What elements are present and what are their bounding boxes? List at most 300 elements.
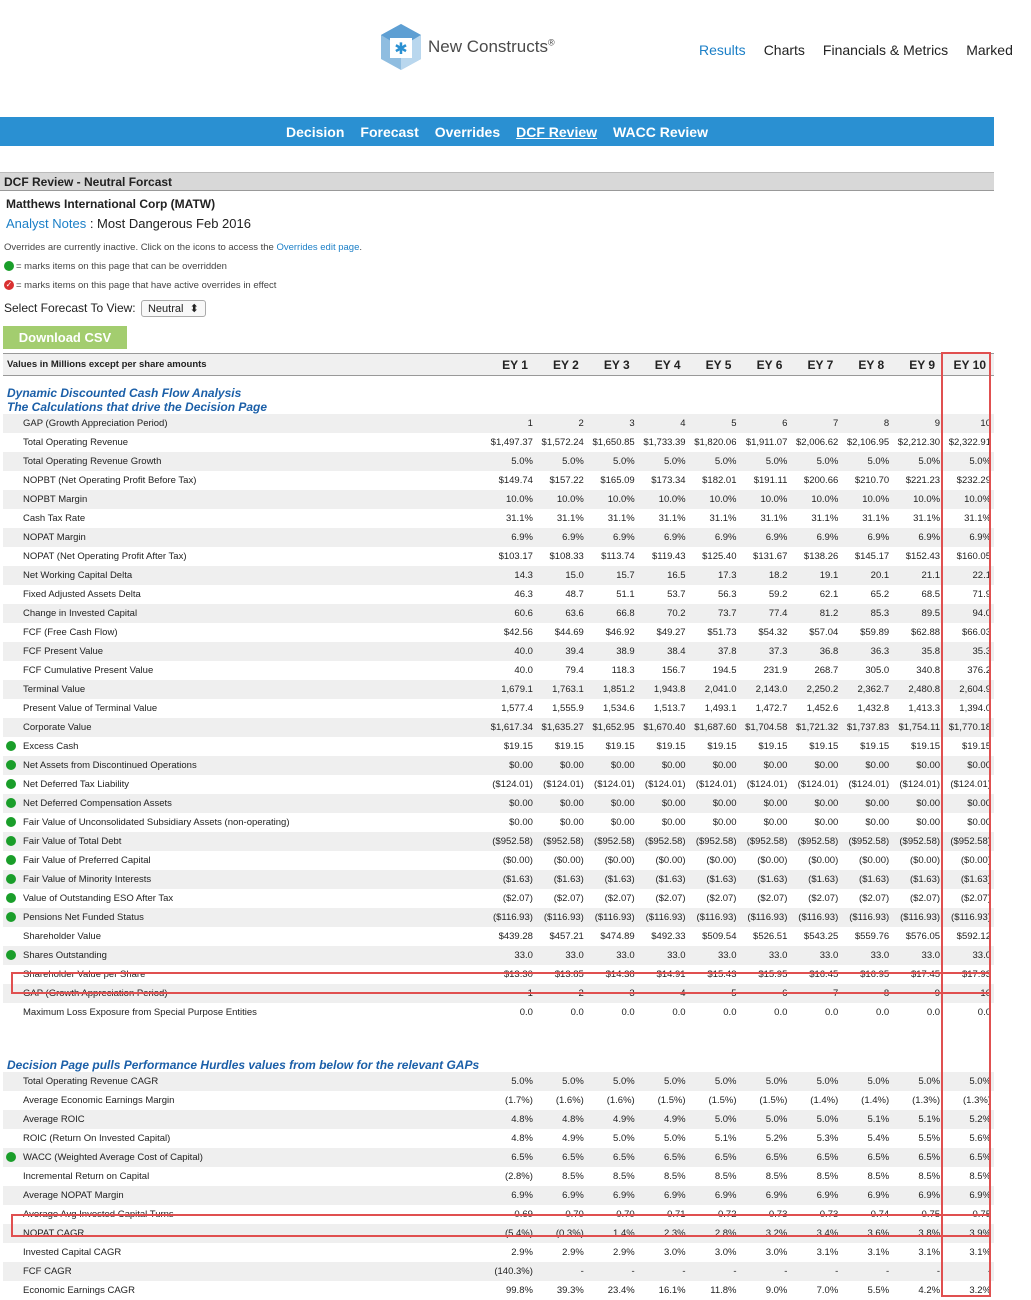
table-row bbox=[3, 1072, 994, 1091]
table-cell: (1.3%) bbox=[963, 1095, 991, 1106]
row-label: Invested Capital CAGR bbox=[23, 1247, 122, 1258]
table-cell: 5.0% bbox=[613, 1076, 635, 1087]
table-cell: 1,493.1 bbox=[704, 703, 737, 714]
table-cell: 6.9% bbox=[663, 1190, 686, 1201]
table-cell: $119.43 bbox=[651, 551, 686, 562]
table-cell: 4.9% bbox=[562, 1133, 584, 1144]
table-cell: $221.23 bbox=[905, 475, 941, 486]
download-csv-button[interactable]: Download CSV bbox=[3, 326, 127, 349]
forecast-select[interactable]: Neutral ⬍ bbox=[141, 300, 206, 317]
table-cell: ($952.58) bbox=[950, 836, 991, 847]
table-cell: $232.29 bbox=[956, 475, 991, 486]
table-cell: $2,106.95 bbox=[846, 437, 890, 448]
nav-results[interactable]: Results bbox=[699, 42, 746, 58]
table-cell: 0.73 bbox=[819, 1209, 839, 1220]
row-label[interactable]: Net Deferred Compensation Assets bbox=[3, 794, 485, 813]
tab-wacc-review[interactable]: WACC Review bbox=[613, 123, 708, 140]
table-cell: $0.00 bbox=[560, 817, 584, 828]
row-label: Total Operating Revenue CAGR bbox=[23, 1076, 159, 1087]
row-label: Terminal Value bbox=[23, 684, 86, 695]
table-cell: 5.0% bbox=[663, 1133, 686, 1144]
table-cell: 10.0% bbox=[709, 494, 737, 505]
company-name: Matthews International Corp (MATW) bbox=[6, 197, 216, 211]
col-ey8: EY 8 bbox=[858, 357, 885, 372]
table-cell: ($952.58) bbox=[746, 836, 788, 847]
override-dot-icon[interactable] bbox=[6, 817, 16, 827]
table-cell: 6.9% bbox=[511, 532, 533, 543]
override-dot-icon[interactable] bbox=[6, 893, 16, 903]
table-cell: 5.0% bbox=[562, 1076, 584, 1087]
table-row bbox=[3, 889, 994, 908]
table-cell: 1,943.8 bbox=[653, 684, 686, 695]
table-cell: 6.9% bbox=[816, 532, 839, 543]
table-cell: - bbox=[631, 1266, 635, 1277]
table-cell: $0.00 bbox=[509, 817, 533, 828]
table-row bbox=[3, 946, 994, 965]
table-cell: 0.70 bbox=[565, 1209, 584, 1220]
table-cell: 6.5% bbox=[867, 1152, 890, 1163]
section-heading: Decision Page pulls Performance Hurdles values from below for the relevant GAPs bbox=[7, 1058, 480, 1072]
table-cell: ($952.58) bbox=[543, 836, 584, 847]
table-cell: - bbox=[682, 1266, 686, 1277]
table-cell: $0.00 bbox=[763, 760, 788, 771]
main-nav bbox=[699, 42, 1031, 58]
nav-marked[interactable]: Marked bbox=[966, 42, 1013, 58]
table-cell: ($124.01) bbox=[543, 779, 584, 790]
page-title: DCF Review - Neutral Forcast bbox=[0, 172, 994, 191]
table-cell: $0.00 bbox=[661, 798, 686, 809]
table-row bbox=[3, 547, 994, 566]
table-cell: 21.1 bbox=[921, 570, 941, 581]
table-cell: $0.00 bbox=[560, 798, 584, 809]
table-cell: 5.6% bbox=[969, 1133, 991, 1144]
table-cell: 8.5% bbox=[867, 1171, 890, 1182]
table-cell: 31.1% bbox=[607, 513, 635, 524]
brand-name: New Constructs® bbox=[428, 37, 555, 56]
table-cell: 5.0% bbox=[511, 1076, 533, 1087]
table-cell: 8.5% bbox=[613, 1171, 635, 1182]
table-cell: 2,480.8 bbox=[908, 684, 941, 695]
table-cell: 5.2% bbox=[969, 1114, 991, 1125]
table-cell: 6.5% bbox=[613, 1152, 635, 1163]
row-label: NOPAT CAGR bbox=[23, 1228, 85, 1239]
table-cell: $14.38 bbox=[605, 969, 635, 980]
table-cell: ($1.63) bbox=[655, 874, 686, 885]
table-cell: 5.0% bbox=[969, 1076, 991, 1087]
table-cell: 0.0 bbox=[875, 1007, 890, 1018]
table-cell: $0.00 bbox=[967, 817, 991, 828]
tab-forecast[interactable]: Forecast bbox=[360, 123, 419, 140]
table-cell: $160.05 bbox=[956, 551, 991, 562]
table-cell: ($2.07) bbox=[604, 893, 635, 904]
table-cell: 79.4 bbox=[565, 665, 584, 676]
table-cell: $0.00 bbox=[916, 760, 941, 771]
overrides-edit-link[interactable]: Overrides edit page bbox=[276, 242, 360, 253]
table-cell: 10.0% bbox=[913, 494, 941, 505]
table-cell: 5.0% bbox=[816, 456, 839, 467]
table-cell: 0.0 bbox=[774, 1007, 788, 1018]
row-label[interactable]: Fair Value of Preferred Capital bbox=[3, 851, 485, 870]
table-row bbox=[3, 927, 994, 946]
table-cell: 118.3 bbox=[611, 665, 635, 676]
table-cell: 4.9% bbox=[613, 1114, 635, 1125]
table-cell: 4.8% bbox=[562, 1114, 584, 1125]
table-cell: $19.15 bbox=[503, 741, 533, 752]
table-cell: 10.0% bbox=[760, 494, 788, 505]
table-cell: 31.1% bbox=[505, 513, 533, 524]
override-dot-icon[interactable] bbox=[6, 741, 16, 751]
table-cell: 1,472.7 bbox=[755, 703, 788, 714]
table-row bbox=[3, 737, 994, 756]
table-cell: $13.85 bbox=[554, 969, 584, 980]
table-cell: 1 bbox=[527, 988, 533, 999]
table-cell: 5.0% bbox=[867, 456, 890, 467]
table-cell: 10.0% bbox=[658, 494, 686, 505]
table-cell: 194.5 bbox=[712, 665, 737, 676]
override-dot-icon[interactable] bbox=[6, 1152, 16, 1162]
table-cell: 2,250.2 bbox=[806, 684, 839, 695]
row-label[interactable]: Excess Cash bbox=[3, 737, 485, 756]
table-cell: $0.00 bbox=[967, 798, 991, 809]
table-cell: 3.2% bbox=[969, 1285, 991, 1296]
red-check-icon: ✓ bbox=[5, 280, 13, 290]
tab-dcf-review[interactable]: DCF Review bbox=[516, 123, 598, 140]
table-cell: 11.8% bbox=[710, 1285, 737, 1296]
table-cell: ($124.01) bbox=[492, 779, 533, 790]
table-cell: 5.0% bbox=[613, 1133, 635, 1144]
table-row bbox=[3, 1129, 994, 1148]
table-cell: 5.0% bbox=[714, 1076, 737, 1087]
table-cell: 5.0% bbox=[765, 1114, 788, 1125]
table-cell: 6.9% bbox=[765, 1190, 788, 1201]
table-cell: 5.2% bbox=[765, 1133, 788, 1144]
table-cell: $0.00 bbox=[661, 760, 686, 771]
table-cell: $165.09 bbox=[600, 475, 635, 486]
col-ey2: EY 2 bbox=[553, 357, 579, 372]
table-row bbox=[3, 490, 994, 509]
table-cell: 8.5% bbox=[714, 1171, 737, 1182]
table-cell: (1.7%) bbox=[504, 1095, 533, 1106]
table-cell: $19.15 bbox=[554, 741, 584, 752]
table-cell: 9.0% bbox=[765, 1285, 788, 1296]
dcf-table-wrapper bbox=[3, 353, 994, 1300]
table-cell: $182.01 bbox=[702, 475, 737, 486]
table-cell: 1,763.1 bbox=[552, 684, 584, 695]
table-cell: 77.4 bbox=[768, 608, 788, 619]
table-cell: $2,212.30 bbox=[897, 437, 941, 448]
table-cell: 0.0 bbox=[519, 1007, 533, 1018]
table-cell: 3.1% bbox=[918, 1247, 941, 1258]
row-label: ROIC (Return On Invested Capital) bbox=[23, 1133, 171, 1144]
hexagon-logo-icon bbox=[378, 22, 424, 72]
row-label[interactable]: Pensions Net Funded Status bbox=[3, 908, 485, 927]
row-label: FCF Present Value bbox=[23, 646, 104, 657]
table-cell: $17.93 bbox=[961, 969, 991, 980]
nav-financials-metrics[interactable]: Financials & Metrics bbox=[822, 42, 949, 58]
table-cell: $0.00 bbox=[661, 817, 686, 828]
tab-decision[interactable]: Decision bbox=[286, 123, 345, 140]
table-cell: 5 bbox=[731, 418, 737, 429]
override-dot-icon[interactable] bbox=[6, 950, 16, 960]
table-cell: $19.15 bbox=[707, 741, 737, 752]
table-cell: $131.67 bbox=[753, 551, 788, 562]
table-cell: 6.9% bbox=[918, 532, 941, 543]
row-label: Shareholder Value bbox=[23, 931, 101, 942]
table-row bbox=[3, 680, 994, 699]
table-cell: (1.5%) bbox=[708, 1095, 737, 1106]
row-label[interactable]: Fair Value of Unconsolidated Subsidiary Assets (non-operating) bbox=[3, 813, 485, 832]
table-cell: ($124.01) bbox=[695, 779, 737, 790]
table-row bbox=[3, 509, 994, 528]
override-dot-icon[interactable] bbox=[6, 912, 16, 922]
table-cell: 3 bbox=[629, 418, 635, 429]
table-row bbox=[3, 699, 994, 718]
table-cell: 1.4% bbox=[613, 1228, 635, 1239]
table-cell: 31.1% bbox=[913, 513, 941, 524]
table-cell: 376.2 bbox=[967, 665, 991, 676]
table-cell: 7.0% bbox=[816, 1285, 839, 1296]
table-cell: 38.9 bbox=[616, 646, 635, 657]
table-cell: ($0.00) bbox=[706, 855, 737, 866]
table-cell: 33.0 bbox=[870, 950, 890, 961]
table-cell: - bbox=[835, 1266, 839, 1277]
table-row bbox=[3, 1110, 994, 1129]
override-dot-icon[interactable] bbox=[6, 855, 16, 865]
table-cell: 31.1% bbox=[760, 513, 788, 524]
table-cell: 10.0% bbox=[811, 494, 839, 505]
row-label[interactable]: Net Deferred Tax Liability bbox=[3, 775, 485, 794]
table-cell: $19.15 bbox=[809, 741, 839, 752]
table-cell: 6.9% bbox=[765, 532, 788, 543]
table-cell: 6.9% bbox=[613, 1190, 635, 1201]
table-cell: $1,497.37 bbox=[490, 437, 533, 448]
table-row bbox=[3, 1186, 994, 1205]
table-cell: ($952.58) bbox=[644, 836, 686, 847]
table-cell: ($116.93) bbox=[798, 912, 839, 923]
table-cell: $125.40 bbox=[702, 551, 737, 562]
tab-overrides[interactable]: Overrides bbox=[434, 123, 501, 140]
top-header bbox=[0, 0, 1013, 117]
brand-logo[interactable] bbox=[378, 22, 555, 72]
col-ey5: EY 5 bbox=[705, 357, 732, 372]
table-cell: 0.75 bbox=[972, 1209, 991, 1220]
table-cell: ($0.00) bbox=[808, 855, 839, 866]
table-cell: 5.0% bbox=[867, 1076, 890, 1087]
table-cell: $0.00 bbox=[814, 817, 839, 828]
override-dot-icon[interactable] bbox=[6, 760, 16, 770]
table-cell: (1.4%) bbox=[810, 1095, 839, 1106]
table-row bbox=[3, 908, 994, 927]
table-cell: $0.00 bbox=[610, 817, 635, 828]
table-cell: $0.00 bbox=[763, 817, 788, 828]
table-cell: $62.88 bbox=[910, 627, 941, 638]
table-cell: 38.4 bbox=[667, 646, 686, 657]
table-cell: ($1.63) bbox=[502, 874, 533, 885]
nav-charts[interactable]: Charts bbox=[763, 42, 805, 58]
table-cell: $113.74 bbox=[601, 551, 635, 562]
table-cell: 33.0 bbox=[972, 950, 991, 961]
table-cell: 3.9% bbox=[969, 1228, 991, 1239]
row-label: NOPAT (Net Operating Profit After Tax) bbox=[23, 551, 187, 562]
table-row bbox=[3, 585, 994, 604]
table-cell: 33.0 bbox=[819, 950, 839, 961]
table-cell: 5.1% bbox=[714, 1133, 737, 1144]
table-cell: $200.66 bbox=[803, 475, 839, 486]
table-cell: 8.5% bbox=[765, 1171, 788, 1182]
row-label: Present Value of Terminal Value bbox=[23, 703, 158, 714]
table-cell: 0.70 bbox=[616, 1209, 635, 1220]
table-cell: 2 bbox=[578, 988, 584, 999]
row-label[interactable]: WACC (Weighted Average Cost of Capital) bbox=[3, 1148, 485, 1167]
table-cell: $1,650.85 bbox=[592, 437, 635, 448]
row-label[interactable]: Fair Value of Minority Interests bbox=[3, 870, 485, 889]
table-cell: $474.89 bbox=[600, 931, 635, 942]
units-label: Values in Millions except per share amounts bbox=[7, 359, 207, 370]
table-row bbox=[3, 642, 994, 661]
table-cell: 0.0 bbox=[672, 1007, 686, 1018]
table-cell: 3.6% bbox=[867, 1228, 890, 1239]
table-cell: 5.5% bbox=[918, 1133, 941, 1144]
analyst-notes-link[interactable]: Analyst Notes bbox=[6, 216, 87, 231]
table-cell: ($2.07) bbox=[502, 893, 533, 904]
table-cell: ($2.07) bbox=[553, 893, 584, 904]
table-cell: 3.4% bbox=[816, 1228, 839, 1239]
override-dot-icon[interactable] bbox=[6, 874, 16, 884]
table-cell: $16.45 bbox=[809, 969, 839, 980]
table-cell: $0.00 bbox=[865, 798, 890, 809]
table-cell: 31.1% bbox=[658, 513, 686, 524]
table-cell: $57.04 bbox=[809, 627, 839, 638]
table-cell: 4.8% bbox=[511, 1133, 533, 1144]
col-ey7: EY 7 bbox=[807, 357, 834, 372]
table-cell: 70.2 bbox=[667, 608, 686, 619]
table-cell: 5.0% bbox=[765, 1076, 788, 1087]
row-label: Total Operating Revenue bbox=[23, 437, 129, 448]
table-cell: (1.5%) bbox=[759, 1095, 788, 1106]
table-cell: 2.9% bbox=[562, 1247, 584, 1258]
table-cell: ($1.63) bbox=[757, 874, 788, 885]
override-dot-icon[interactable] bbox=[6, 798, 16, 808]
row-label[interactable]: Value of Outstanding ESO After Tax bbox=[3, 889, 485, 908]
table-cell: 6.9% bbox=[918, 1190, 941, 1201]
table-row bbox=[3, 813, 994, 832]
table-cell: 5.0% bbox=[765, 456, 788, 467]
table-cell: ($1.63) bbox=[808, 874, 839, 885]
table-cell: 6.9% bbox=[714, 1190, 737, 1201]
forecast-select-row bbox=[4, 300, 206, 317]
table-cell: $1,572.24 bbox=[541, 437, 584, 448]
table-cell: ($952.58) bbox=[492, 836, 533, 847]
table-cell: ($124.01) bbox=[746, 779, 788, 790]
table-cell: 16.5 bbox=[667, 570, 686, 581]
row-label: Economic Earnings CAGR bbox=[23, 1285, 135, 1296]
table-cell: 46.3 bbox=[514, 589, 533, 600]
table-cell: 4 bbox=[680, 418, 686, 429]
table-cell: 5.4% bbox=[867, 1133, 890, 1144]
table-cell: ($2.07) bbox=[960, 893, 991, 904]
table-cell: 1,534.6 bbox=[603, 703, 635, 714]
table-cell: 0.75 bbox=[921, 1209, 941, 1220]
table-cell: 16.1% bbox=[658, 1285, 686, 1296]
overrides-note: Overrides are currently inactive. Click on the icons to access the Overrides edit page. bbox=[4, 242, 363, 253]
table-cell: ($116.93) bbox=[747, 912, 788, 923]
row-label: Average NOPAT Margin bbox=[23, 1190, 124, 1201]
section-heading: Dynamic Discounted Cash Flow Analysis The Calculations that drive the Decision Page bbox=[7, 386, 268, 414]
table-cell: ($116.93) bbox=[645, 912, 686, 923]
row-label: NOPBT Margin bbox=[23, 494, 88, 505]
override-dot-icon[interactable] bbox=[6, 779, 16, 789]
col-ey1: EY 1 bbox=[502, 357, 528, 372]
row-label: FCF CAGR bbox=[23, 1266, 72, 1277]
table-cell: ($2.07) bbox=[706, 893, 737, 904]
row-label: GAP (Growth Appreciation Period) bbox=[23, 988, 168, 999]
table-row bbox=[3, 1003, 994, 1022]
row-label[interactable]: Net Assets from Discontinued Operations bbox=[3, 756, 485, 775]
table-cell: $15.95 bbox=[758, 969, 788, 980]
table-cell: ($2.07) bbox=[757, 893, 788, 904]
table-cell: ($952.58) bbox=[848, 836, 890, 847]
table-cell: 4.8% bbox=[511, 1114, 533, 1125]
table-cell: 18.2 bbox=[768, 570, 788, 581]
table-cell: $1,687.60 bbox=[694, 722, 737, 733]
table-cell: (1.6%) bbox=[606, 1095, 635, 1106]
row-label[interactable]: Fair Value of Total Debt bbox=[3, 832, 485, 851]
table-cell: 5.1% bbox=[918, 1114, 941, 1125]
analyst-notes-text: Most Dangerous Feb 2016 bbox=[97, 216, 251, 231]
table-cell: 33.0 bbox=[768, 950, 788, 961]
forecast-select-label: Select Forecast To View: bbox=[4, 301, 136, 315]
table-cell: ($952.58) bbox=[797, 836, 839, 847]
table-cell: 305.0 bbox=[865, 665, 890, 676]
row-label[interactable]: Shares Outstanding bbox=[3, 946, 485, 965]
table-cell: 5.1% bbox=[867, 1114, 890, 1125]
table-cell: 6 bbox=[782, 418, 788, 429]
table-row bbox=[3, 566, 994, 585]
table-cell: 3.1% bbox=[867, 1247, 890, 1258]
table-cell: ($1.63) bbox=[553, 874, 584, 885]
table-cell: 3.0% bbox=[663, 1247, 686, 1258]
table-cell: 6.5% bbox=[511, 1152, 533, 1163]
table-cell: 8.5% bbox=[918, 1171, 941, 1182]
table-cell: 85.3 bbox=[870, 608, 890, 619]
table-row bbox=[3, 1167, 994, 1186]
table-cell: 20.1 bbox=[870, 570, 890, 581]
table-cell: 3.8% bbox=[918, 1228, 941, 1239]
highlight-ey10-column bbox=[941, 352, 991, 1297]
table-cell: - bbox=[936, 1266, 941, 1277]
table-cell: 6.5% bbox=[969, 1152, 991, 1163]
table-cell: $0.00 bbox=[560, 760, 584, 771]
green-dot-icon bbox=[4, 261, 14, 271]
table-cell: ($0.00) bbox=[553, 855, 584, 866]
table-cell: 6.9% bbox=[867, 532, 890, 543]
table-cell: 10.0% bbox=[607, 494, 635, 505]
row-label: Net Working Capital Delta bbox=[23, 570, 133, 581]
table-cell: 14.3 bbox=[514, 570, 533, 581]
table-row bbox=[3, 661, 994, 680]
table-cell: 9 bbox=[934, 988, 941, 999]
table-cell: ($1.63) bbox=[604, 874, 635, 885]
row-label: GAP (Growth Appreciation Period) bbox=[23, 418, 168, 429]
col-ey9: EY 9 bbox=[909, 357, 936, 372]
table-cell: $0.00 bbox=[865, 760, 890, 771]
table-cell: 2.9% bbox=[511, 1247, 533, 1258]
override-dot-icon[interactable] bbox=[6, 836, 16, 846]
table-cell: 5.0% bbox=[511, 456, 533, 467]
table-cell: 99.8% bbox=[505, 1285, 533, 1296]
table-cell: 1,413.3 bbox=[908, 703, 941, 714]
svg-text:✱: ✱ bbox=[394, 39, 408, 58]
